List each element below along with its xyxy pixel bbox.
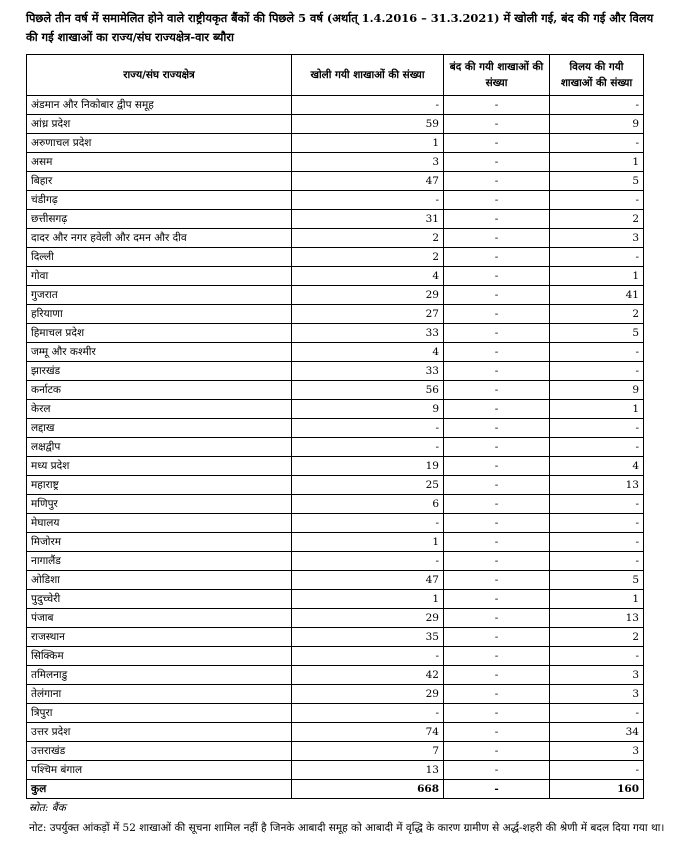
- cell-state: छत्तीसगढ़: [27, 210, 292, 229]
- cell-merged: 1: [550, 267, 644, 286]
- cell-merged: 160: [550, 780, 644, 799]
- cell-opened: -: [292, 704, 444, 723]
- table-row: [27, 628, 644, 647]
- cell-closed: -: [444, 210, 550, 229]
- table-row: [27, 571, 644, 590]
- table-row: [27, 400, 644, 419]
- cell-opened: 29: [292, 286, 444, 305]
- cell-opened: 13: [292, 761, 444, 780]
- cell-closed: -: [444, 343, 550, 362]
- total-row: [27, 780, 644, 799]
- cell-state: अरुणाचल प्रदेश: [27, 134, 292, 153]
- footnote: नोट: उपर्युक्त आंकड़ों में 52 शाखाओं की सूचना शामिल नहीं है जिनके आबादी समूह को आबादी में वृद्धि के कारण ग्रामीण से अर्द्ध-शहरी की श्रेणी में बदल दिया गया था।: [29, 822, 665, 834]
- cell-state: असम: [27, 153, 292, 172]
- table-row: [27, 172, 644, 191]
- cell-state: अंडमान और निकोबार द्वीप समूह: [27, 96, 292, 115]
- table-row: [27, 343, 644, 362]
- cell-closed: -: [444, 134, 550, 153]
- cell-state: मणिपुर: [27, 495, 292, 514]
- table-row: [27, 457, 644, 476]
- cell-opened: 3: [292, 153, 444, 172]
- cell-opened: 4: [292, 343, 444, 362]
- cell-closed: -: [444, 153, 550, 172]
- cell-opened: 56: [292, 381, 444, 400]
- table-row: [27, 324, 644, 343]
- cell-merged: 3: [550, 742, 644, 761]
- cell-closed: -: [444, 172, 550, 191]
- table-row: [27, 742, 644, 761]
- table-row: [27, 229, 644, 248]
- cell-opened: 4: [292, 267, 444, 286]
- header-merged: विलय की गयी शाखाओं की संख्या: [550, 55, 644, 96]
- cell-opened: 2: [292, 229, 444, 248]
- cell-closed: -: [444, 761, 550, 780]
- cell-opened: 35: [292, 628, 444, 647]
- header-state: राज्य/संघ राज्यक्षेत्र: [27, 55, 292, 96]
- cell-closed: -: [444, 571, 550, 590]
- table-row: [27, 647, 644, 666]
- cell-merged: 3: [550, 229, 644, 248]
- cell-merged: 1: [550, 590, 644, 609]
- cell-closed: -: [444, 438, 550, 457]
- cell-closed: -: [444, 723, 550, 742]
- cell-state: मेघालय: [27, 514, 292, 533]
- cell-closed: -: [444, 305, 550, 324]
- cell-merged: 1: [550, 153, 644, 172]
- cell-merged: 2: [550, 305, 644, 324]
- cell-closed: -: [444, 457, 550, 476]
- cell-merged: -: [550, 533, 644, 552]
- cell-merged: -: [550, 191, 644, 210]
- cell-state: राजस्थान: [27, 628, 292, 647]
- table-row: [27, 362, 644, 381]
- cell-state: लक्षद्वीप: [27, 438, 292, 457]
- table-row: [27, 552, 644, 571]
- cell-state: उत्तर प्रदेश: [27, 723, 292, 742]
- cell-closed: -: [444, 628, 550, 647]
- table-row: [27, 514, 644, 533]
- cell-state: मिजोरम: [27, 533, 292, 552]
- cell-closed: -: [444, 742, 550, 761]
- cell-closed: -: [444, 381, 550, 400]
- cell-opened: 7: [292, 742, 444, 761]
- cell-opened: -: [292, 514, 444, 533]
- branch-table: [26, 54, 644, 799]
- cell-state: दिल्ली: [27, 248, 292, 267]
- table-row: [27, 476, 644, 495]
- table-row: [27, 419, 644, 438]
- table-row: [27, 666, 644, 685]
- cell-merged: 13: [550, 476, 644, 495]
- cell-state: झारखंड: [27, 362, 292, 381]
- table-row: [27, 248, 644, 267]
- table-row: [27, 210, 644, 229]
- cell-state: महाराष्ट्र: [27, 476, 292, 495]
- cell-opened: -: [292, 438, 444, 457]
- table-row: [27, 609, 644, 628]
- cell-closed: -: [444, 552, 550, 571]
- cell-merged: 9: [550, 381, 644, 400]
- cell-opened: 29: [292, 609, 444, 628]
- cell-closed: -: [444, 96, 550, 115]
- cell-state: कुल: [27, 780, 292, 799]
- cell-state: गोवा: [27, 267, 292, 286]
- cell-closed: -: [444, 704, 550, 723]
- cell-state: पुदुच्चेरी: [27, 590, 292, 609]
- cell-closed: -: [444, 533, 550, 552]
- cell-opened: 59: [292, 115, 444, 134]
- cell-opened: 25: [292, 476, 444, 495]
- cell-merged: 3: [550, 666, 644, 685]
- cell-state: बिहार: [27, 172, 292, 191]
- table-header-row: [27, 55, 644, 96]
- cell-merged: 5: [550, 172, 644, 191]
- table-row: [27, 761, 644, 780]
- cell-opened: 74: [292, 723, 444, 742]
- cell-opened: 29: [292, 685, 444, 704]
- cell-merged: -: [550, 514, 644, 533]
- table-row: [27, 438, 644, 457]
- cell-merged: -: [550, 419, 644, 438]
- cell-state: सिक्किम: [27, 647, 292, 666]
- cell-opened: 33: [292, 362, 444, 381]
- cell-merged: 5: [550, 571, 644, 590]
- cell-merged: -: [550, 495, 644, 514]
- cell-merged: 41: [550, 286, 644, 305]
- cell-merged: -: [550, 438, 644, 457]
- cell-state: गुजरात: [27, 286, 292, 305]
- cell-merged: 5: [550, 324, 644, 343]
- cell-state: केरल: [27, 400, 292, 419]
- header-closed: बंद की गयी शाखाओं की संख्या: [444, 55, 550, 96]
- table-row: [27, 153, 644, 172]
- cell-merged: 4: [550, 457, 644, 476]
- cell-closed: -: [444, 419, 550, 438]
- cell-closed: -: [444, 248, 550, 267]
- cell-merged: 9: [550, 115, 644, 134]
- cell-merged: -: [550, 134, 644, 153]
- cell-opened: -: [292, 96, 444, 115]
- cell-closed: -: [444, 324, 550, 343]
- cell-opened: -: [292, 552, 444, 571]
- cell-closed: -: [444, 286, 550, 305]
- cell-merged: 2: [550, 628, 644, 647]
- cell-state: ओडिशा: [27, 571, 292, 590]
- cell-opened: 668: [292, 780, 444, 799]
- cell-state: हरियाणा: [27, 305, 292, 324]
- cell-state: तेलंगाना: [27, 685, 292, 704]
- cell-state: आंध्र प्रदेश: [27, 115, 292, 134]
- table-row: [27, 286, 644, 305]
- cell-closed: -: [444, 780, 550, 799]
- cell-state: तमिलनाडु: [27, 666, 292, 685]
- cell-merged: 1: [550, 400, 644, 419]
- table-row: [27, 685, 644, 704]
- cell-closed: -: [444, 514, 550, 533]
- header-opened: खोली गयी शाखाओं की संख्या: [292, 55, 444, 96]
- cell-closed: -: [444, 495, 550, 514]
- cell-merged: 13: [550, 609, 644, 628]
- table-row: [27, 533, 644, 552]
- table-row: [27, 590, 644, 609]
- cell-state: नागालैंड: [27, 552, 292, 571]
- cell-state: मध्य प्रदेश: [27, 457, 292, 476]
- cell-opened: 1: [292, 134, 444, 153]
- cell-merged: 3: [550, 685, 644, 704]
- cell-state: हिमाचल प्रदेश: [27, 324, 292, 343]
- table-row: [27, 723, 644, 742]
- cell-closed: -: [444, 666, 550, 685]
- table-row: [27, 134, 644, 153]
- cell-merged: -: [550, 362, 644, 381]
- cell-state: जम्मू और कश्मीर: [27, 343, 292, 362]
- cell-opened: 27: [292, 305, 444, 324]
- cell-state: दादर और नगर हवेली और दमन और दीव: [27, 229, 292, 248]
- cell-closed: -: [444, 191, 550, 210]
- table-row: [27, 495, 644, 514]
- document-title: पिछले तीन वर्ष में समामेलित होने वाले राष्ट्रीयकृत बैंकों की पिछले 5 वर्ष (अर्थात् 1.4.2016 – 31.3.2021) में खोली गई, बंद की गई और विलय की गई शाखाओं का राज्य/संघ राज्यक्षेत्र-वार ब्यौरा: [26, 11, 654, 44]
- cell-closed: -: [444, 476, 550, 495]
- cell-merged: -: [550, 552, 644, 571]
- cell-closed: -: [444, 115, 550, 134]
- cell-merged: -: [550, 761, 644, 780]
- cell-state: लद्दाख: [27, 419, 292, 438]
- cell-state: उत्तराखंड: [27, 742, 292, 761]
- cell-state: पश्चिम बंगाल: [27, 761, 292, 780]
- table-row: [27, 704, 644, 723]
- cell-closed: -: [444, 362, 550, 381]
- cell-opened: 47: [292, 172, 444, 191]
- cell-merged: 2: [550, 210, 644, 229]
- cell-merged: -: [550, 96, 644, 115]
- cell-closed: -: [444, 267, 550, 286]
- cell-state: कर्नाटक: [27, 381, 292, 400]
- cell-opened: 6: [292, 495, 444, 514]
- cell-closed: -: [444, 229, 550, 248]
- table-row: [27, 115, 644, 134]
- cell-opened: 1: [292, 590, 444, 609]
- cell-state: पंजाब: [27, 609, 292, 628]
- cell-closed: -: [444, 647, 550, 666]
- cell-opened: 47: [292, 571, 444, 590]
- cell-state: त्रिपुरा: [27, 704, 292, 723]
- cell-opened: 9: [292, 400, 444, 419]
- cell-opened: 1: [292, 533, 444, 552]
- cell-opened: 2: [292, 248, 444, 267]
- cell-merged: -: [550, 647, 644, 666]
- cell-opened: -: [292, 419, 444, 438]
- cell-opened: 42: [292, 666, 444, 685]
- table-row: [27, 191, 644, 210]
- cell-closed: -: [444, 609, 550, 628]
- cell-opened: -: [292, 647, 444, 666]
- source-note: स्रोत: बैंक: [29, 802, 66, 814]
- cell-opened: 33: [292, 324, 444, 343]
- table-row: [27, 305, 644, 324]
- table-row: [27, 267, 644, 286]
- cell-merged: -: [550, 248, 644, 267]
- cell-state: चंडीगढ़: [27, 191, 292, 210]
- cell-closed: -: [444, 590, 550, 609]
- cell-opened: -: [292, 191, 444, 210]
- cell-closed: -: [444, 400, 550, 419]
- table-row: [27, 96, 644, 115]
- cell-opened: 19: [292, 457, 444, 476]
- cell-opened: 31: [292, 210, 444, 229]
- table-row: [27, 381, 644, 400]
- cell-merged: -: [550, 343, 644, 362]
- table-body: [27, 96, 644, 799]
- cell-merged: -: [550, 704, 644, 723]
- cell-merged: 34: [550, 723, 644, 742]
- cell-closed: -: [444, 685, 550, 704]
